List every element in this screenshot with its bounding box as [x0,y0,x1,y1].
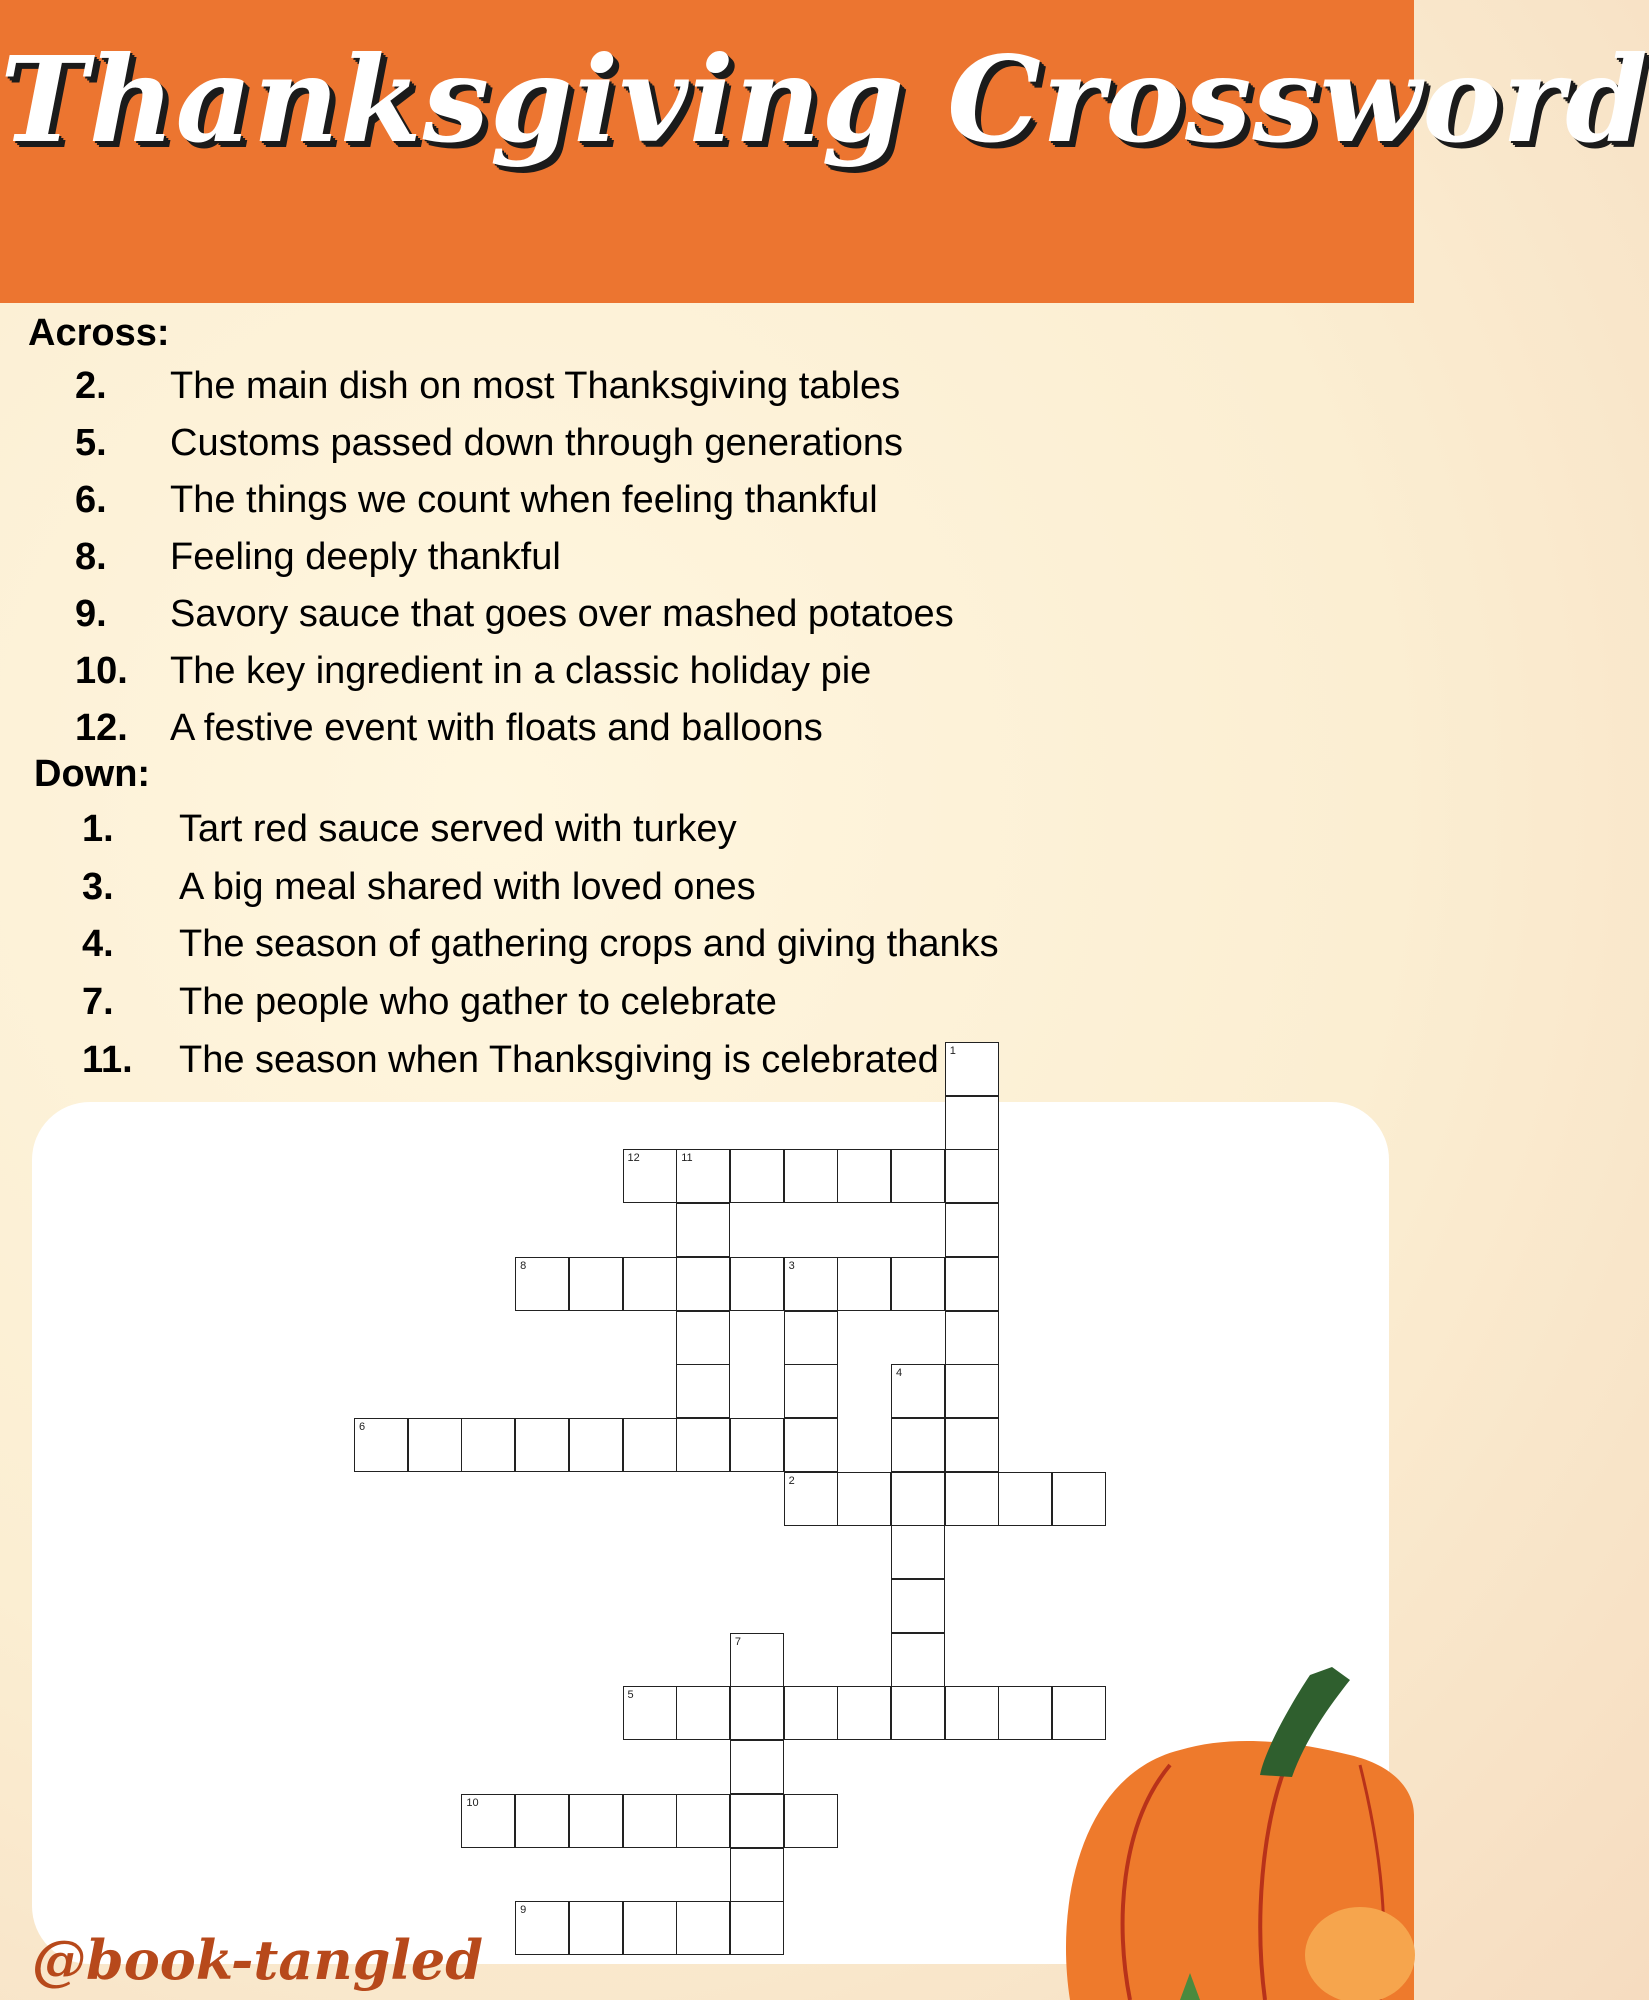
grid-cell[interactable] [676,1794,730,1848]
grid-cell[interactable] [891,1633,945,1687]
grid-cell[interactable] [676,1149,730,1203]
grid-cell[interactable] [408,1418,462,1472]
clue-number: 10. [75,650,128,692]
grid-cell[interactable] [891,1686,945,1740]
grid-cell[interactable] [891,1472,945,1526]
across-clue [75,479,878,522]
grid-cell[interactable] [569,1901,623,1955]
grid-cell[interactable] [945,1364,999,1418]
clue-number: 9. [75,593,107,635]
grid-cell[interactable] [784,1418,838,1472]
down-clue [82,808,737,851]
across-heading: Across: [28,312,170,354]
clue-text: The key ingredient in a classic holiday pie [170,650,872,692]
grid-cell[interactable] [945,1472,999,1526]
grid-cell[interactable] [730,1257,784,1311]
grid-cell[interactable] [623,1418,677,1472]
grid-cell[interactable] [891,1418,945,1472]
grid-cell[interactable] [461,1418,515,1472]
clue-number: 5. [75,422,107,464]
watermark: @book-tangled [32,1928,484,1992]
clue-text: The season of gathering crops and giving thanks [179,923,999,965]
grid-cell[interactable] [515,1257,569,1311]
grid-cell[interactable] [515,1794,569,1848]
grid-cell[interactable] [891,1525,945,1579]
across-clue [75,365,900,408]
grid-cell[interactable] [784,1257,838,1311]
grid-cell[interactable] [676,1901,730,1955]
grid-cell[interactable] [891,1149,945,1203]
clue-number: 6. [75,479,107,521]
grid-cell[interactable] [998,1472,1052,1526]
grid-cell[interactable] [784,1311,838,1365]
grid-cell[interactable] [730,1848,784,1902]
cell-number: 5 [627,1689,634,1702]
cell-number: 11 [681,1152,693,1165]
cell-number: 7 [734,1635,742,1648]
clue-text: The season when Thanksgiving is celebrated [179,1039,939,1081]
clue-number: 7. [82,981,114,1023]
grid-cell[interactable] [891,1364,945,1418]
title-banner [0,0,1649,303]
page-title: Thanksgiving Crossword [0,30,1649,169]
grid-cell[interactable] [945,1257,999,1311]
grid-cell[interactable] [623,1257,677,1311]
cell-number: 12 [627,1152,640,1165]
grid-cell[interactable] [730,1633,784,1687]
cell-number: 10 [466,1796,479,1809]
cell-number: 1 [949,1045,956,1057]
grid-cell[interactable] [730,1418,784,1472]
grid-cell[interactable] [945,1418,999,1472]
grid-cell[interactable] [730,1901,784,1955]
grid-cell[interactable] [676,1686,730,1740]
clue-text: Customs passed down through generations [170,422,904,464]
grid-cell[interactable] [784,1472,838,1526]
grid-cell[interactable] [730,1686,784,1740]
grid-cell[interactable] [461,1794,515,1848]
clue-number: 11. [82,1039,133,1081]
grid-cell[interactable] [623,1901,677,1955]
grid-cell[interactable] [676,1257,730,1311]
grid-cell[interactable] [730,1794,784,1848]
grid-cell[interactable] [945,1096,999,1150]
grid-cell[interactable] [837,1472,891,1526]
grid-cell[interactable] [1052,1472,1106,1526]
grid-cell[interactable] [676,1203,730,1257]
grid-cell[interactable] [569,1257,623,1311]
clue-number: 3. [82,866,114,908]
grid-cell[interactable] [623,1686,677,1740]
grid-cell[interactable] [837,1257,891,1311]
grid-cell[interactable] [730,1740,784,1794]
clue-number: 8. [75,536,107,578]
grid-cell[interactable] [945,1042,999,1096]
clue-text: Tart red sauce served with turkey [179,808,737,850]
cell-number: 8 [520,1259,527,1272]
grid-cell[interactable] [676,1311,730,1365]
grid-cell[interactable] [784,1794,838,1848]
across-clue [75,707,823,750]
grid-cell[interactable] [515,1901,569,1955]
grid-cell[interactable] [730,1149,784,1203]
grid-cell[interactable] [784,1149,838,1203]
pumpkin-icon [1060,1655,1414,2000]
clue-number: 1. [82,808,114,850]
clue-text: A big meal shared with loved ones [179,866,756,908]
grid-cell[interactable] [569,1794,623,1848]
grid-cell[interactable] [837,1686,891,1740]
down-clue [82,866,756,909]
down-clue [82,923,999,966]
across-clue [75,650,871,693]
grid-cell[interactable] [891,1579,945,1633]
cell-number: 9 [520,1904,527,1917]
down-clue [82,981,777,1024]
across-clue [75,536,561,579]
cell-number: 4 [896,1367,903,1380]
clue-text: The things we count when feeling thankful [170,479,878,521]
clue-number: 2. [75,365,107,407]
grid-cell[interactable] [945,1149,999,1203]
grid-cell[interactable] [784,1364,838,1418]
grid-cell[interactable] [569,1418,623,1472]
grid-cell[interactable] [784,1686,838,1740]
grid-cell[interactable] [676,1364,730,1418]
grid-cell[interactable] [676,1418,730,1472]
clue-text: Savory sauce that goes over mashed potatoes [170,593,954,635]
grid-cell[interactable] [623,1794,677,1848]
clue-text: A festive event with floats and balloons [170,707,823,749]
cell-number: 3 [788,1259,795,1272]
clue-text: The people who gather to celebrate [179,981,777,1023]
grid-cell[interactable] [354,1418,408,1472]
grid-cell[interactable] [837,1149,891,1203]
grid-cell[interactable] [998,1686,1052,1740]
clue-text: Feeling deeply thankful [170,536,561,578]
down-heading: Down: [34,753,151,795]
clue-number: 4. [82,923,114,965]
cell-number: 2 [788,1474,795,1487]
grid-cell[interactable] [945,1686,999,1740]
grid-cell[interactable] [623,1149,677,1203]
grid-cell[interactable] [515,1418,569,1472]
clue-number: 12. [75,707,128,749]
cell-number: 6 [359,1420,366,1433]
across-clue [75,422,903,465]
clue-text: The main dish on most Thanksgiving tables [170,365,901,407]
grid-cell[interactable] [945,1311,999,1365]
grid-cell[interactable] [945,1203,999,1257]
down-clue [82,1039,939,1082]
across-clue [75,593,954,636]
grid-cell[interactable] [891,1257,945,1311]
